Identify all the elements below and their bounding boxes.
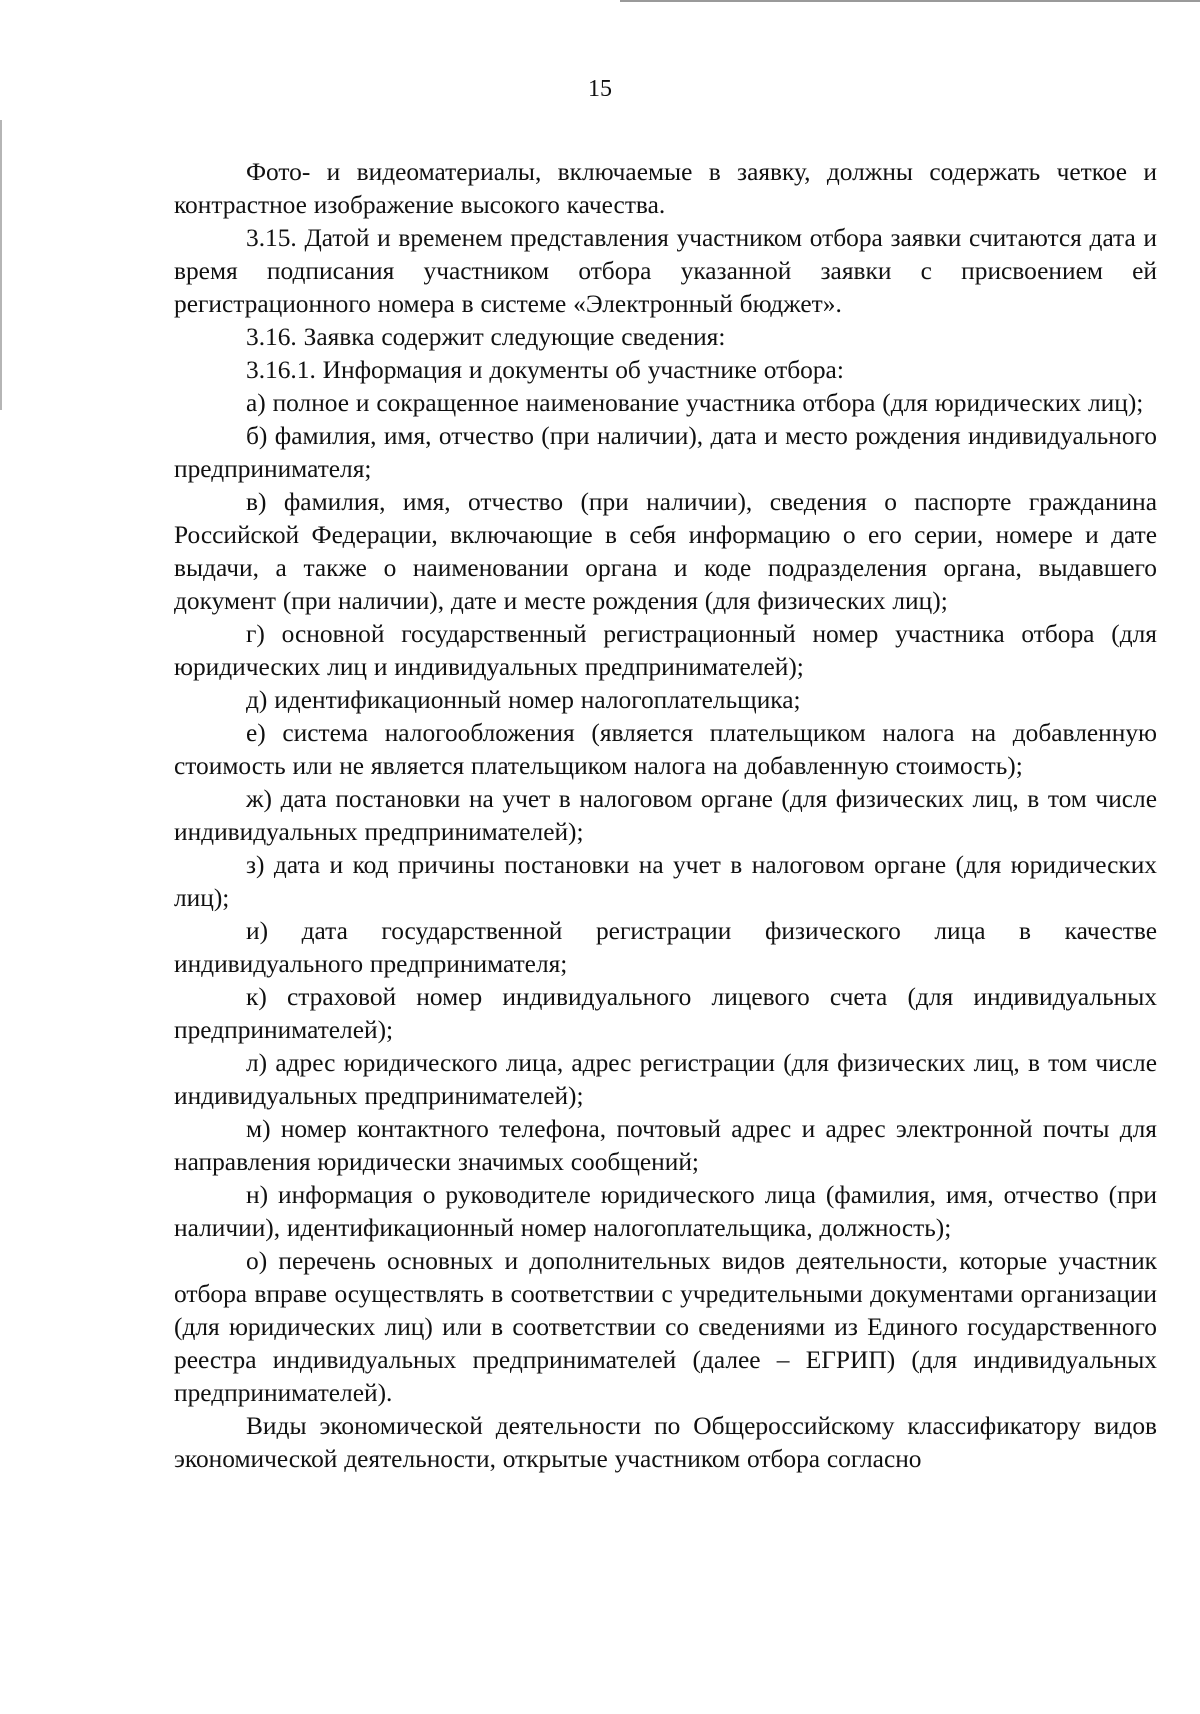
paragraph-photo-video: Фото- и видеоматериалы, включаемые в заявку, должны содержать четкое и контрастное изображение высокого качества. xyxy=(174,158,1157,219)
paragraph-3-15: 3.15. Датой и временем представления участником отбора заявки считаются дата и время подписания участником отбора указанной заявки с присвоением ей регистрационного номера в системе «Электронный бюджет». xyxy=(174,224,1157,318)
body-text xyxy=(174,156,1157,1476)
list-item-d: д) идентификационный номер налогоплательщика; xyxy=(246,686,801,714)
list-item-m: м) номер контактного телефона, почтовый адрес и адрес электронной почты для направления юридически значимых сообщений; xyxy=(174,1115,1157,1176)
list-item-b: б) фамилия, имя, отчество (при наличии), дата и место рождения индивидуального предпринимателя; xyxy=(174,422,1157,483)
scan-edge-top xyxy=(620,0,1200,2)
list-item-l: л) адрес юридического лица, адрес регистрации (для физических лиц, в том числе индивидуальных предпринимателей); xyxy=(174,1049,1157,1110)
paragraph-3-16-1: 3.16.1. Информация и документы об участнике отбора: xyxy=(246,356,844,384)
scan-edge-left xyxy=(0,120,2,410)
page-number: 15 xyxy=(588,76,612,102)
list-item-a: а) полное и сокращенное наименование участника отбора (для юридических лиц); xyxy=(246,389,1144,417)
list-item-g: г) основной государственный регистрационный номер участника отбора (для юридических лиц и индивидуальных предпринимателей); xyxy=(174,620,1157,681)
list-item-o: о) перечень основных и дополнительных видов деятельности, которые участник отбора вправе осуществлять в соответствии с учредительными документами организации (для юридических лиц) или в соответствии со сведениями из Единого государственного реестра индивидуальных предпринимателей (далее – ЕГРИП) (для индивидуальных предпринимателей). xyxy=(174,1247,1157,1407)
list-item-zh: ж) дата постановки на учет в налоговом органе (для физических лиц, в том числе индивидуальных предпринимателей); xyxy=(174,785,1157,846)
paragraph-3-16: 3.16. Заявка содержит следующие сведения: xyxy=(246,323,726,351)
paragraph-okved: Виды экономической деятельности по Общероссийскому классификатору видов экономической деятельности, открытые участником отбора согласно xyxy=(174,1412,1157,1473)
list-item-n: н) информация о руководителе юридического лица (фамилия, имя, отчество (при наличии), идентификационный номер налогоплательщика, должность); xyxy=(174,1181,1157,1242)
list-item-k: к) страховой номер индивидуального лицевого счета (для индивидуальных предпринимателей); xyxy=(174,983,1157,1044)
list-item-e: е) система налогообложения (является плательщиком налога на добавленную стоимость или не является плательщиком налога на добавленную стоимость); xyxy=(174,719,1157,780)
list-item-v: в) фамилия, имя, отчество (при наличии), сведения о паспорте гражданина Российской Федерации, включающие в себя информацию о его серии, номере и дате выдачи, а также о наименовании органа и коде подразделения органа, выдавшего документ (при наличии), дате и месте рождения (для физических лиц); xyxy=(174,488,1157,615)
list-item-z: з) дата и код причины постановки на учет в налоговом органе (для юридических лиц); xyxy=(174,851,1157,912)
list-item-i: и) дата государственной регистрации физического лица в качестве индивидуального предпринимателя; xyxy=(174,917,1157,978)
